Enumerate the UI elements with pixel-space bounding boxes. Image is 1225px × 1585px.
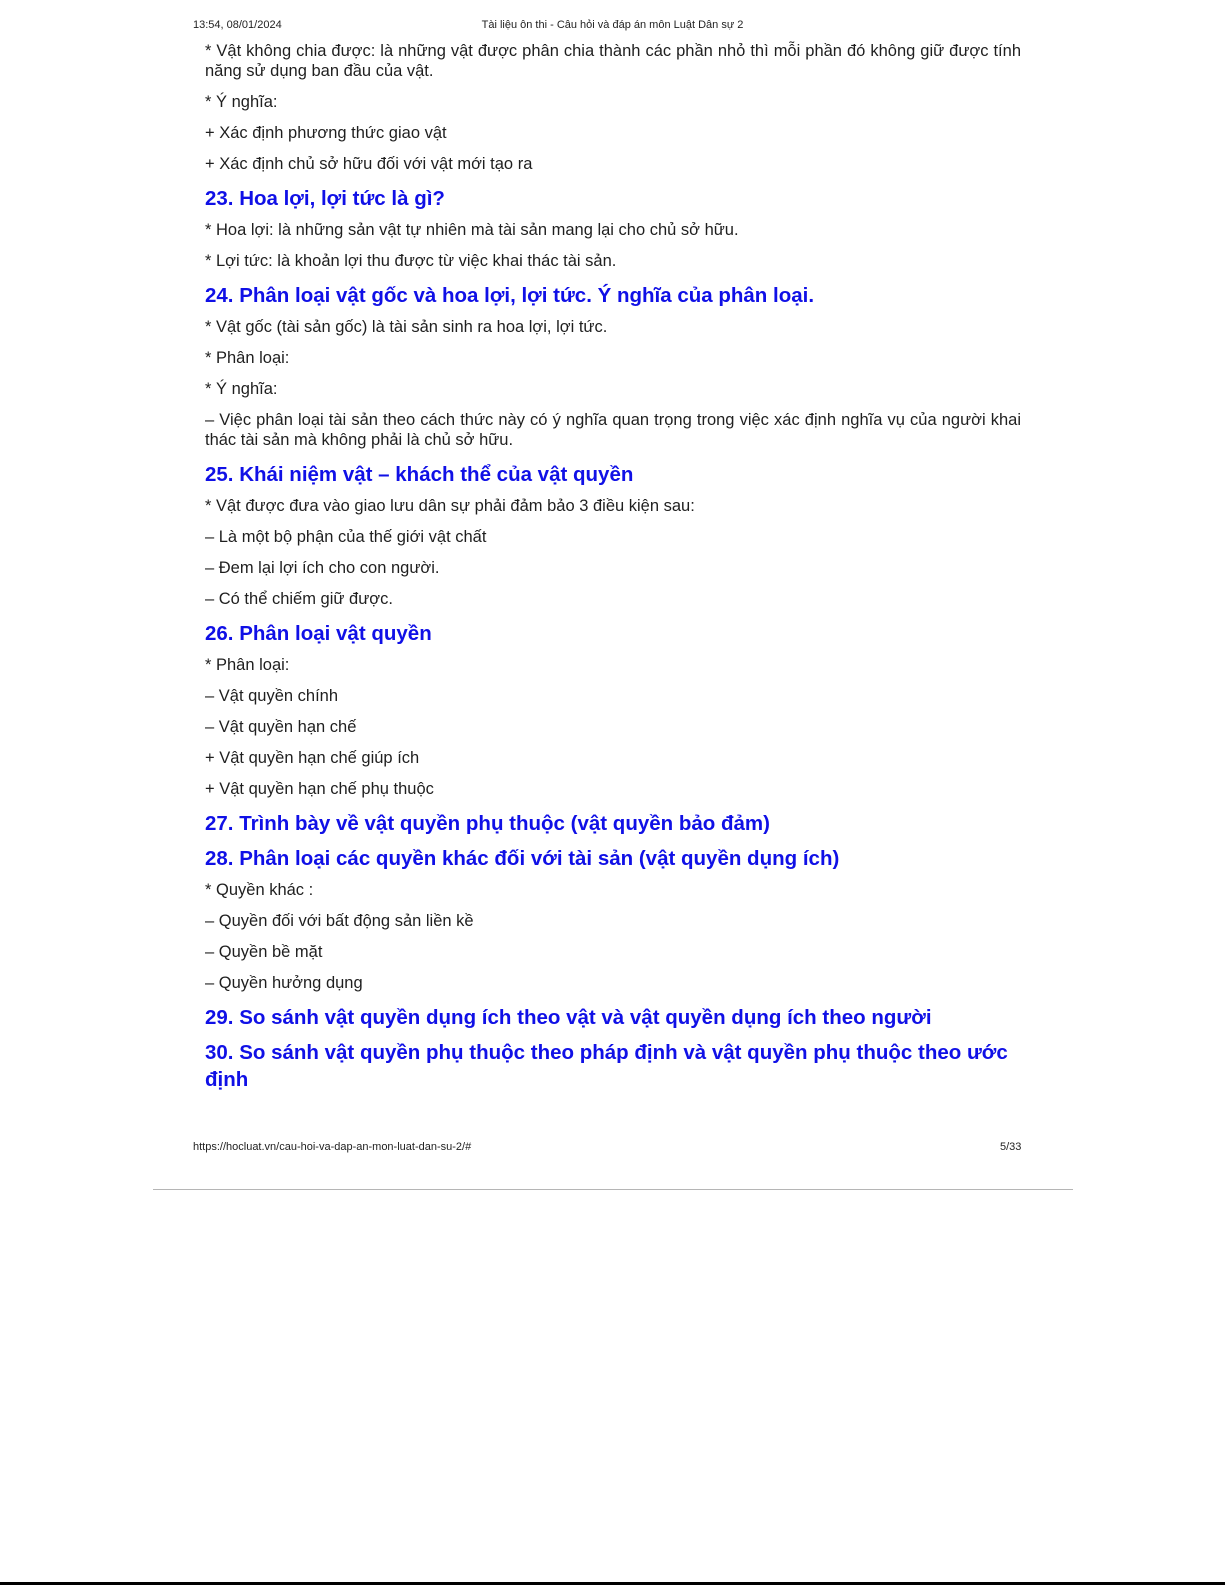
section-heading: 24. Phân loại vật gốc và hoa lợi, lợi tức. Ý nghĩa của phân loại. bbox=[205, 284, 815, 307]
document-body bbox=[205, 41, 1021, 1101]
paragraph: – Quyền bề mặt bbox=[205, 943, 323, 961]
paragraph: * Vật gốc (tài sản gốc) là tài sản sinh ra hoa lợi, lợi tức. bbox=[205, 318, 608, 336]
paragraph: * Hoa lợi: là những sản vật tự nhiên mà tài sản mang lại cho chủ sở hữu. bbox=[205, 221, 739, 239]
paragraph: + Xác định chủ sở hữu đối với vật mới tạo ra bbox=[205, 155, 533, 173]
paragraph: – Là một bộ phận của thế giới vật chất bbox=[205, 528, 487, 546]
paragraph: * Quyền khác : bbox=[205, 881, 314, 899]
section-heading: 29. So sánh vật quyền dụng ích theo vật và vật quyền dụng ích theo người bbox=[205, 1006, 932, 1029]
paragraph: + Vật quyền hạn chế giúp ích bbox=[205, 749, 420, 767]
paragraph: – Quyền đối với bất động sản liền kề bbox=[205, 912, 474, 930]
section-heading: 25. Khái niệm vật – khách thể của vật quyền bbox=[205, 463, 634, 486]
paragraph: * Ý nghĩa: bbox=[205, 380, 278, 398]
paragraph: – Quyền hưởng dụng bbox=[205, 974, 363, 992]
section-heading: 28. Phân loại các quyền khác đối với tài sản (vật quyền dụng ích) bbox=[205, 847, 840, 870]
page-separator bbox=[153, 1189, 1073, 1190]
paragraph: – Việc phân loại tài sản theo cách thức này có ý nghĩa quan trọng trong việc xác định nghĩa vụ của người khai thác tài sản mà không phải là chủ sở hữu. bbox=[205, 411, 1021, 449]
source-url: https://hocluat.vn/cau-hoi-va-dap-an-mon-luat-dan-su-2/# bbox=[193, 1141, 472, 1153]
paragraph: + Xác định phương thức giao vật bbox=[205, 124, 447, 142]
paragraph: * Vật được đưa vào giao lưu dân sự phải đảm bảo 3 điều kiện sau: bbox=[205, 497, 695, 515]
page-number: 5/33 bbox=[1000, 1141, 1022, 1153]
print-timestamp: 13:54, 08/01/2024 bbox=[193, 19, 282, 31]
paragraph: – Vật quyền chính bbox=[205, 687, 339, 705]
section-heading: 27. Trình bày về vật quyền phụ thuộc (vật quyền bảo đảm) bbox=[205, 812, 770, 835]
document-title: Tài liệu ôn thi - Câu hỏi và đáp án môn Luật Dân sự 2 bbox=[481, 19, 744, 31]
section-heading: 30. So sánh vật quyền phụ thuộc theo pháp định và vật quyền phụ thuộc theo ước định bbox=[205, 1041, 1008, 1091]
section-heading: 26. Phân loại vật quyền bbox=[205, 622, 432, 645]
paragraph: * Vật không chia được: là những vật được phân chia thành các phần nhỏ thì mỗi phần đó không giữ được tính năng sử dụng ban đầu của vật. bbox=[205, 42, 1021, 80]
section-heading: 23. Hoa lợi, lợi tức là gì? bbox=[205, 187, 445, 210]
paragraph: – Có thể chiếm giữ được. bbox=[205, 590, 393, 608]
paragraph: – Đem lại lợi ích cho con người. bbox=[205, 559, 440, 577]
paragraph: * Phân loại: bbox=[205, 349, 290, 367]
paragraph: * Lợi tức: là khoản lợi thu được từ việc khai thác tài sản. bbox=[205, 252, 617, 270]
paragraph: + Vật quyền hạn chế phụ thuộc bbox=[205, 780, 434, 798]
paragraph: * Ý nghĩa: bbox=[205, 93, 278, 111]
paragraph: * Phân loại: bbox=[205, 656, 290, 674]
paragraph: – Vật quyền hạn chế bbox=[205, 718, 357, 736]
